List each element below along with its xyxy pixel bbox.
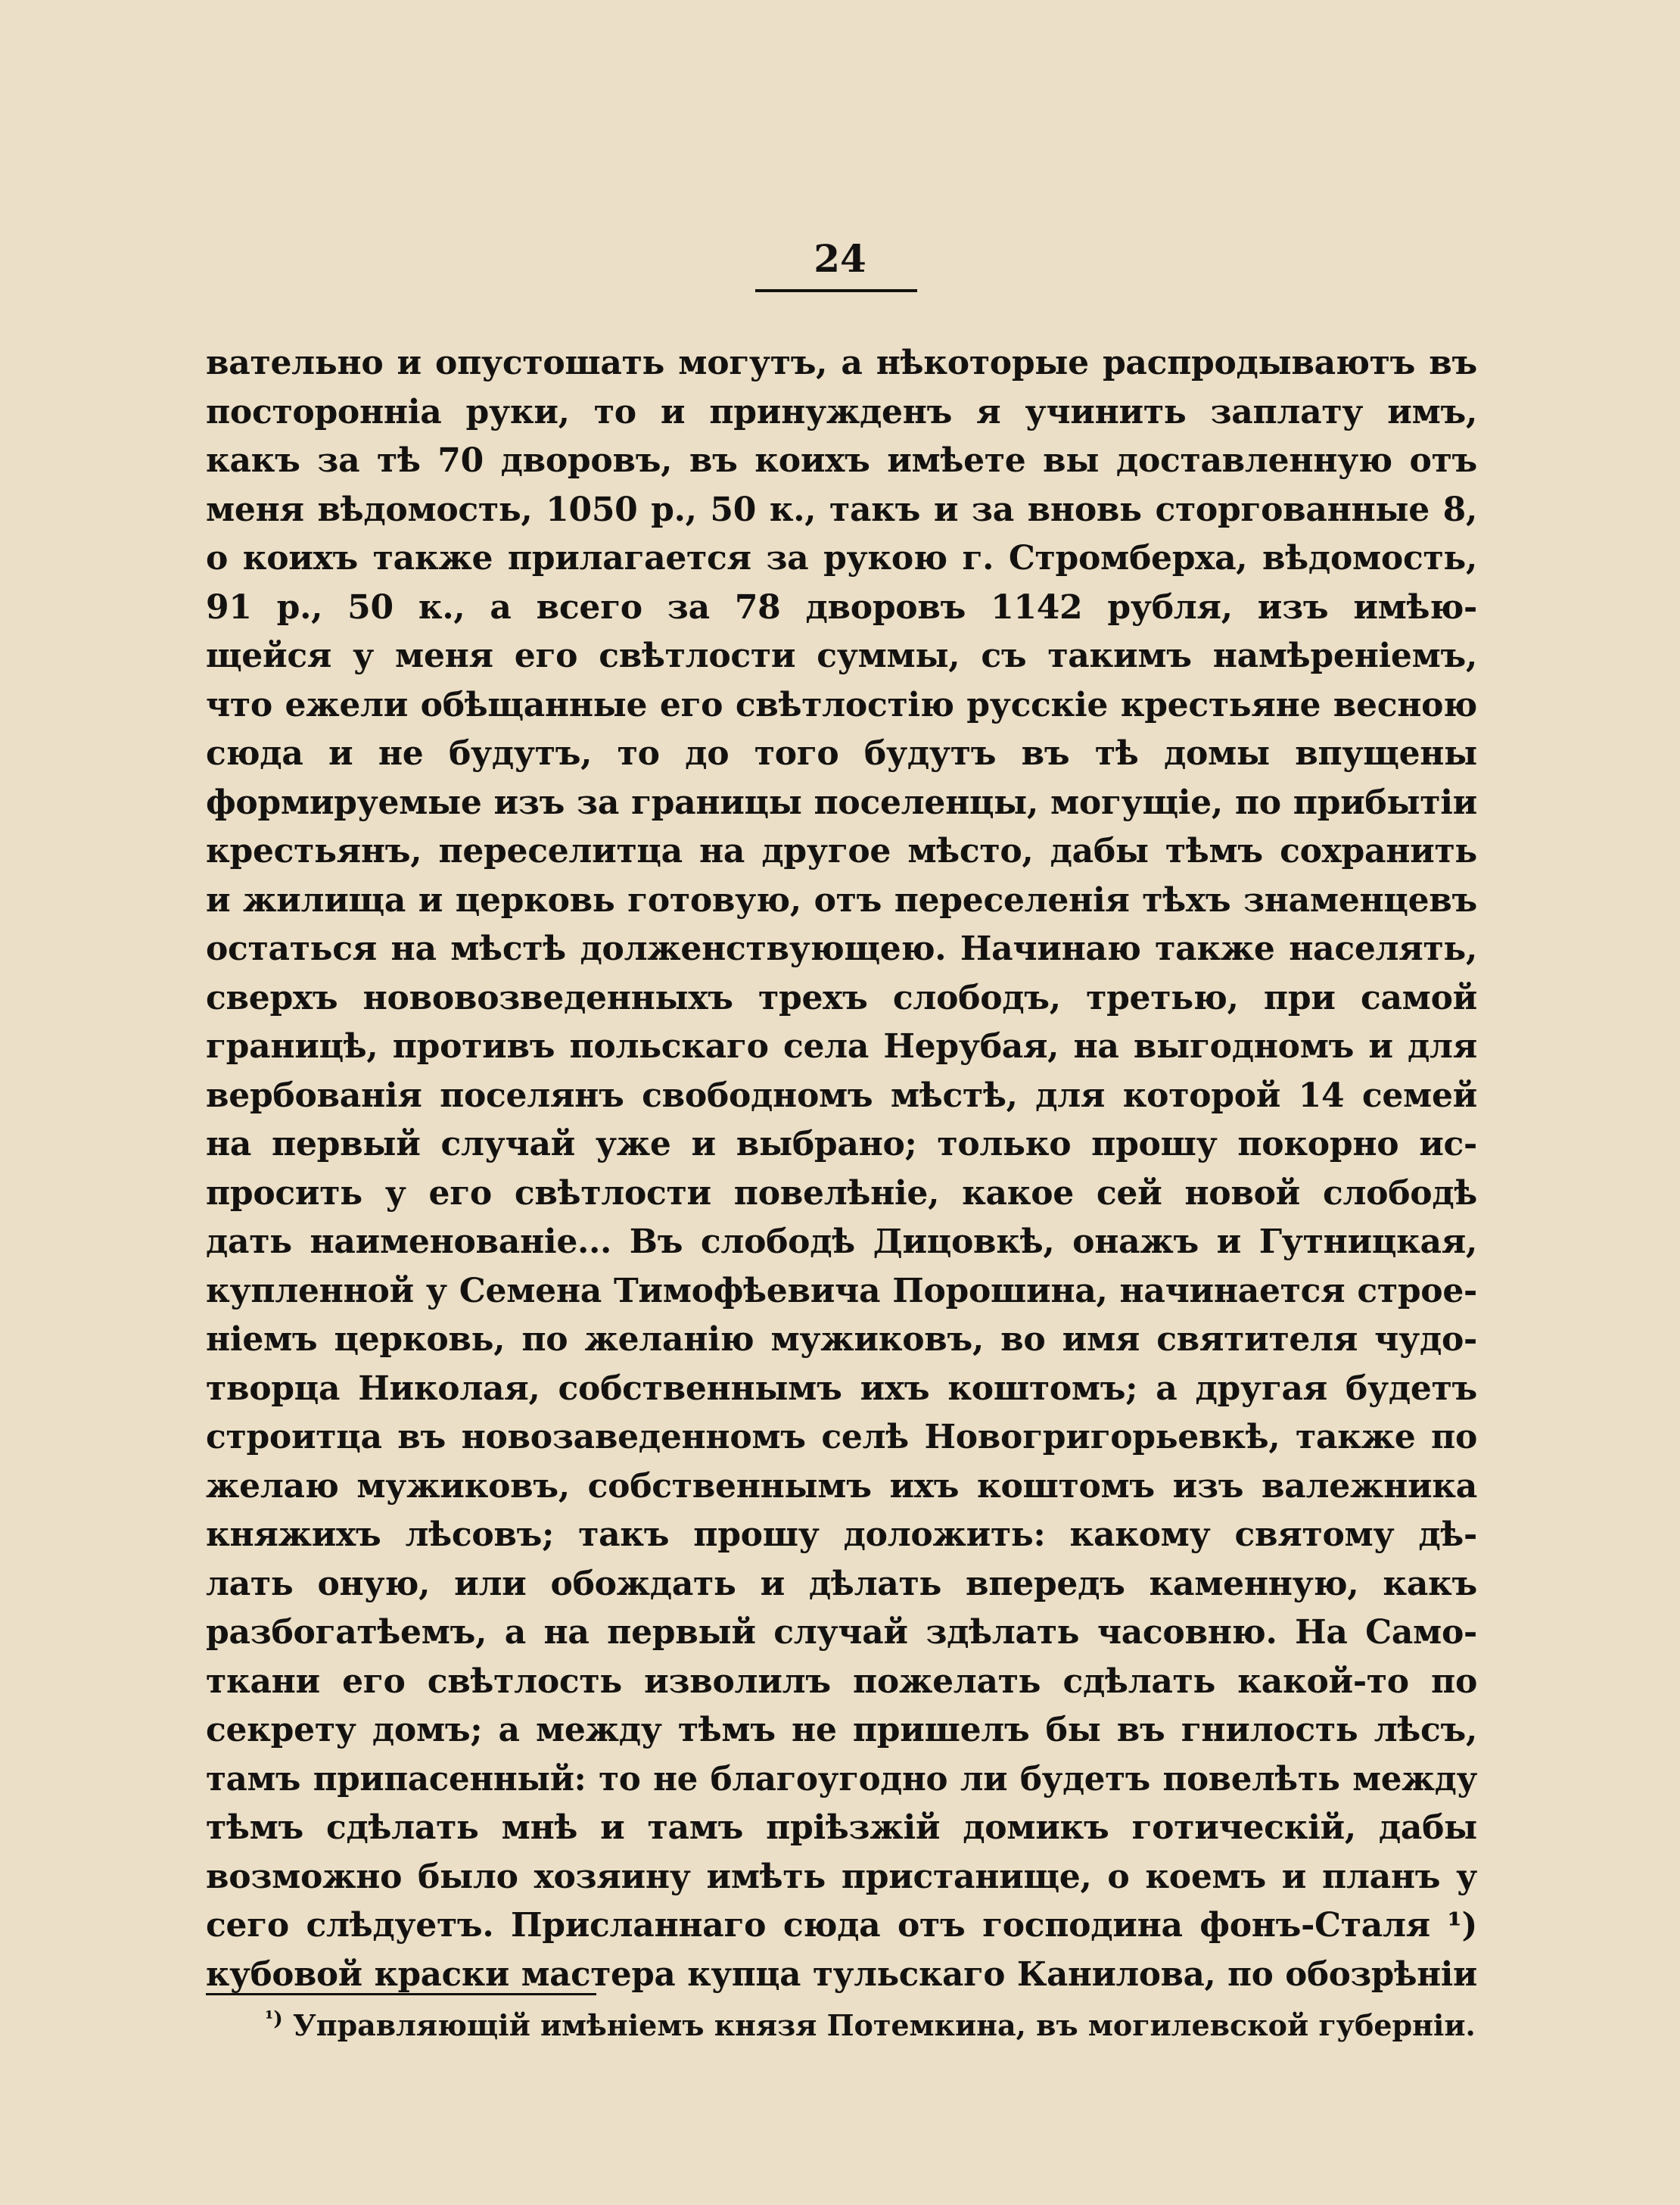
- text-line: лать оную, или обождать и дѣлать впередъ каменную, какъ: [206, 1564, 1477, 1603]
- text-line: разбогатѣемъ, а на первый случай здѣлать часовню. На Само-: [206, 1613, 1477, 1652]
- body-text: [206, 339, 1477, 1999]
- text-line: о коихъ также прилагается за рукою г. Стромберха, вѣдомость,: [206, 539, 1477, 578]
- text-line: просить у его свѣтлости повелѣніе, какое сей новой слободѣ: [206, 1173, 1477, 1213]
- footnote-marker: ¹): [265, 2007, 283, 2031]
- text-line: ткани его свѣтлость изволилъ пожелать сдѣлать какой-то по: [206, 1662, 1477, 1701]
- text-line: крестьянъ, переселитца на другое мѣсто, дабы тѣмъ сохранить: [206, 832, 1477, 870]
- text-line: формируемые изъ за границы поселенцы, могущіе, по прибытіи: [206, 783, 1477, 822]
- text-line: меня вѣдомость, 1050 р., 50 к., такъ и за вновь сторгованные 8,: [206, 490, 1477, 529]
- text-line: щейся у меня его свѣтлости суммы, съ такимъ намѣреніемъ,: [206, 637, 1477, 675]
- text-line: сюда и не будутъ, то до того будутъ въ тѣ домы впущены: [206, 734, 1477, 773]
- text-line: посторонніа руки, то и принужденъ я учинить заплату имъ,: [206, 392, 1477, 431]
- page-number-rule: [755, 289, 917, 292]
- text-line: какъ за тѣ 70 дворовъ, въ коихъ имѣете вы доставленную отъ: [206, 441, 1477, 480]
- text-line: остаться на мѣстѣ долженствующею. Начинаю также населять,: [206, 930, 1477, 968]
- text-line: границѣ, противъ польскаго села Нерубая, на выгодномъ и для: [206, 1027, 1477, 1066]
- footnote: [265, 2004, 1483, 2047]
- text-line: тамъ припасенный: то не благоугодно ли будетъ повелѣть между: [206, 1759, 1477, 1799]
- text-line: строитца въ новозаведенномъ селѣ Новогригорьевкѣ, также по: [206, 1418, 1477, 1456]
- text-line: купленной у Семена Тимофѣевича Порошина, начинается строе-: [206, 1271, 1477, 1310]
- text-line: секрету домъ; а между тѣмъ не пришелъ бы въ гнилость лѣсъ,: [206, 1711, 1477, 1749]
- text-line: княжихъ лѣсовъ; такъ прошу доложить: какому святому дѣ-: [206, 1515, 1477, 1554]
- text-line: возможно было хозяину имѣть пристанище, о коемъ и планъ у: [206, 1857, 1477, 1896]
- text-line: что ежели обѣщанные его свѣтлостію русскіе крестьяне весною: [206, 685, 1477, 724]
- text-line: тѣмъ сдѣлать мнѣ и тамъ пріѣзжій домикъ готическій, дабы: [206, 1808, 1477, 1847]
- text-line: творца Николая, собственнымъ ихъ коштомъ; а другая будетъ: [206, 1369, 1477, 1408]
- text-line: и жилища и церковь готовую, отъ переселенія тѣхъ знаменцевъ: [206, 880, 1477, 920]
- text-line: на первый случай уже и выбрано; только прошу покорно ис-: [206, 1125, 1477, 1163]
- text-line: дать наименованіе... Въ слободѣ Дицовкѣ, онажъ и Гутницкая,: [206, 1222, 1477, 1261]
- text-line: вательно и опустошать могутъ, а нѣкоторые распродываютъ въ: [206, 344, 1477, 382]
- footnote-text: Управляющій имѣніемъ князя Потемкина, въ могилевской губерніи.: [282, 2008, 1476, 2042]
- text-line: сверхъ нововозведенныхъ трехъ слободъ, третью, при самой: [206, 978, 1477, 1017]
- text-line: сего слѣдуетъ. Присланнаго сюда отъ господина фонъ-Сталя ¹): [206, 1906, 1477, 1945]
- text-line: желаю мужиковъ, собственнымъ ихъ коштомъ изъ валежника: [206, 1466, 1477, 1506]
- footnote-rule: [206, 1993, 596, 1995]
- text-line: ніемъ церковь, по желанію мужиковъ, во имя святителя чудо-: [206, 1320, 1477, 1359]
- text-line: вербованія поселянъ свободномъ мѣстѣ, для которой 14 семей: [206, 1076, 1477, 1115]
- text-line: 91 р., 50 к., а всего за 78 дворовъ 1142 рубля, изъ имѣю-: [206, 587, 1477, 627]
- page-number: 24: [814, 236, 866, 281]
- text-line: кубовой краски мастера купца тульскаго Канилова, по обозрѣніи: [206, 1954, 1477, 1994]
